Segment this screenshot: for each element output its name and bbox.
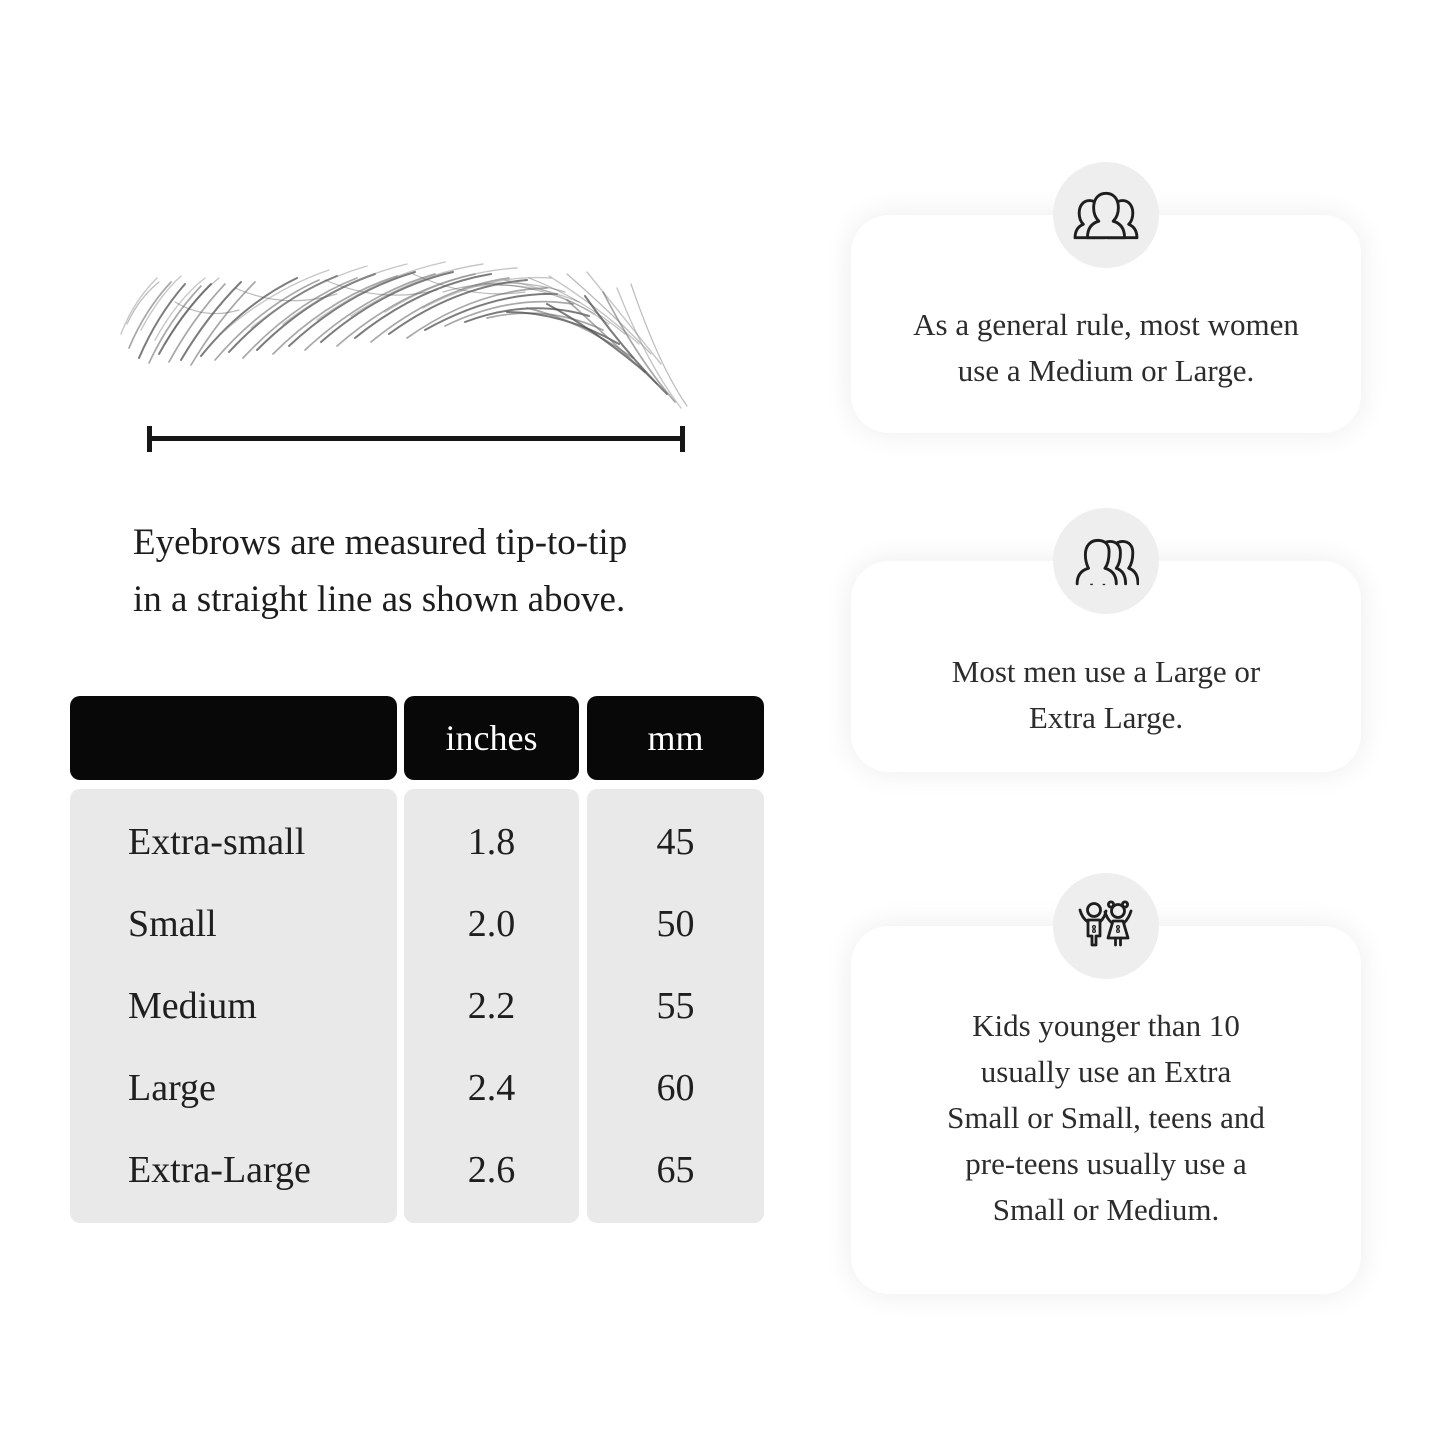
card-text-line: usually use an Extra [980,1054,1232,1089]
women-group-icon [1073,190,1139,240]
table-header-size [70,696,397,780]
caption [133,514,627,628]
table-column-inches [404,789,579,1223]
icon-circle [1053,873,1159,979]
card-text-line: Kids younger than 10 [972,1008,1240,1043]
inches-cell: 2.0 [467,903,516,945]
card-text-line: Small or Medium. [992,1192,1220,1227]
size-cell: Extra-small [128,821,306,863]
inches-cell: 2.4 [467,1067,516,1109]
kids-icon [1074,898,1138,954]
inches-cell: 2.6 [467,1149,516,1191]
mm-cell: 55 [656,985,695,1027]
inches-cell: 2.2 [467,985,516,1027]
size-cell: Extra-Large [128,1149,311,1191]
mm-cell: 60 [656,1067,695,1109]
size-cell: Medium [128,985,257,1027]
card-text-line: Extra Large. [1028,699,1184,735]
card-text-line: As a general rule, most women [913,307,1299,342]
measurement-line [147,426,685,452]
card-text-line: Most men use a Large or [951,653,1261,689]
eyebrow-illustration [115,232,695,412]
size-cell: Large [128,1067,216,1109]
mm-cell: 50 [656,903,695,945]
caption-line: Eyebrows are measured tip-to-tip [133,522,628,563]
icon-circle [1053,508,1159,614]
men-group-icon [1073,536,1139,586]
info-card-kids [851,926,1361,1294]
icon-circle [1053,162,1159,268]
card-text-line: pre-teens usually use a [965,1146,1247,1181]
inches-cell: 1.8 [467,821,516,863]
table-header-mm: mm [587,696,764,780]
card-text-line: use a Medium or Large. [957,353,1255,388]
mm-cell: 45 [656,821,695,863]
table-column-size [70,789,397,1223]
caption-line: in a straight line as shown above. [133,579,626,620]
mm-cell: 65 [656,1149,695,1191]
measurement-bar [147,436,685,441]
card-text-line: Small or Small, teens and [947,1100,1265,1135]
table-header-inches: inches [404,696,579,780]
measurement-end-cap-right [680,426,685,452]
size-cell: Small [128,903,217,945]
table-column-mm [587,789,764,1223]
